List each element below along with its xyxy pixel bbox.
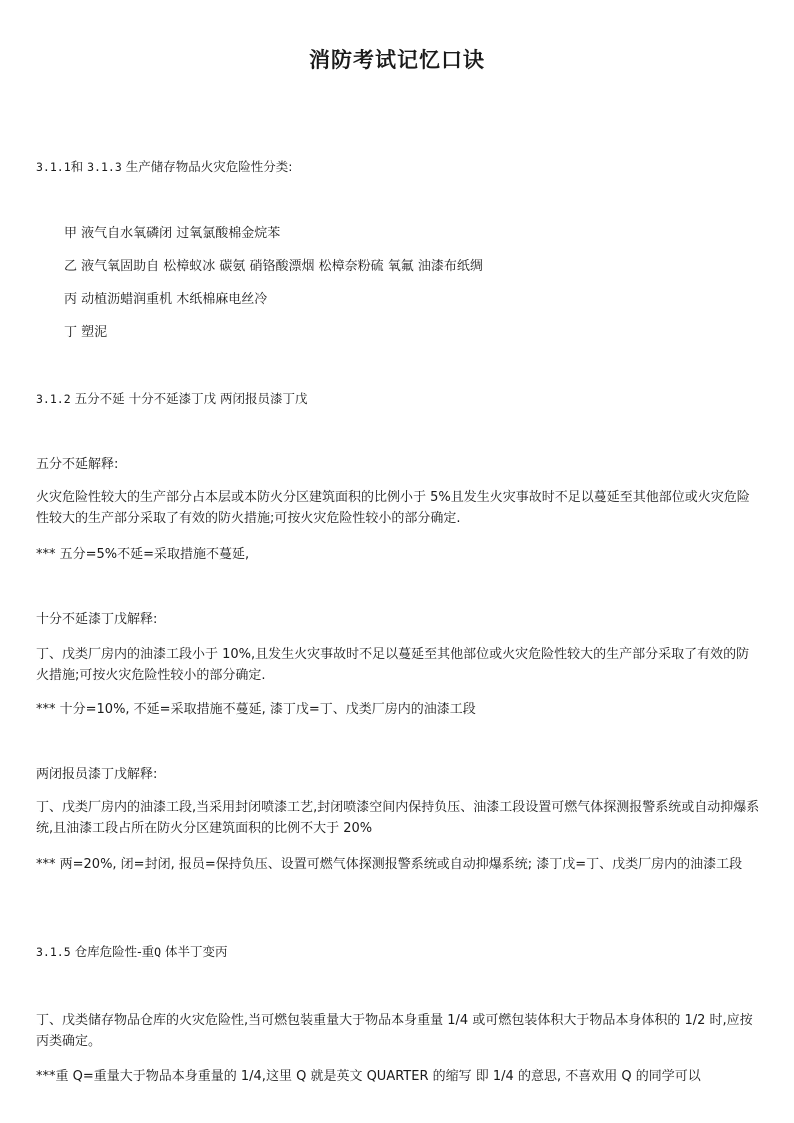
explanation-2-body: 丁、戊类厂房内的油漆工段小于 10%,且发生火灾事故时不足以蔓延至其他部位或火灾危险性较大的生产部分采取了有效的防火措施;可按火灾危险性较小的部分确定. bbox=[36, 647, 750, 683]
warehouse-note: ***重 Q=重量大于物品本身重量的 1/4,这里 Q 就是英文 QUARTER 的缩写 即 1/4 的意思, 不喜欢用 Q 的同学可以 bbox=[36, 1069, 701, 1084]
class-bing-line: 丙 动植沥蜡润重机 木纸棉麻电丝冷 bbox=[64, 292, 268, 307]
explanation-3-heading: 两闭报员漆丁戊解释: bbox=[36, 767, 158, 782]
explanation-1-heading: 五分不延解释: bbox=[36, 457, 119, 472]
document-title: 消防考试记忆口诀 bbox=[309, 47, 485, 72]
warehouse-body: 丁、戊类储存物品仓库的火灾危险性,当可燃包装重量大于物品本身重量 1/4 或可燃包装体积大于物品本身体积的 1/2 时,应按丙类确定。 bbox=[36, 1013, 753, 1049]
class-ding-line: 丁 塑泥 bbox=[64, 325, 108, 340]
section-3-1-2-heading: 3.1.2 五分不延 十分不延漆丁戊 两闭报员漆丁戊 bbox=[36, 391, 308, 406]
section-3-1-1-heading: 3.1.1和 3.1.3 生产储存物品火灾危险性分类: bbox=[36, 159, 293, 174]
class-jia-line: 甲 液气自水氧磷闭 过氧氯酸棉金烷苯 bbox=[64, 226, 281, 241]
explanation-2-heading: 十分不延漆丁戊解释: bbox=[36, 612, 158, 627]
explanation-2-note: *** 十分=10%, 不延=采取措施不蔓延, 漆丁戊=丁、戊类厂房内的油漆工段 bbox=[36, 702, 476, 717]
explanation-3-note: *** 两=20%, 闭=封闭, 报员=保持负压、设置可燃气体探测报警系统或自动抑爆系统; 漆丁戊=丁、戊类厂房内的油漆工段 bbox=[36, 857, 743, 872]
explanation-1-note: *** 五分=5%不延=采取措施不蔓延, bbox=[36, 547, 250, 562]
class-yi-line: 乙 液气氧固助自 松樟蚁冰 碳氨 硝铬酸漂烟 松樟奈粉硫 氧氟 油漆布纸绸 bbox=[64, 259, 483, 274]
section-3-1-5-heading: 3.1.5 仓库危险性-重Q 体半丁变丙 bbox=[36, 944, 228, 959]
explanation-1-body: 火灾危险性较大的生产部分占本层或本防火分区建筑面积的比例小于 5%且发生火灾事故时不足以蔓延至其他部位或火灾危险性较大的生产部分采取了有效的防火措施;可按火灾危险性较小的部分确定. bbox=[36, 490, 750, 526]
explanation-3-body: 丁、戊类厂房内的油漆工段,当采用封闭喷漆工艺,封闭喷漆空间内保持负压、油漆工段设置可燃气体探测报警系统或自动抑爆系统,且油漆工段占所在防火分区建筑面积的比例不大于 20% bbox=[36, 800, 760, 836]
